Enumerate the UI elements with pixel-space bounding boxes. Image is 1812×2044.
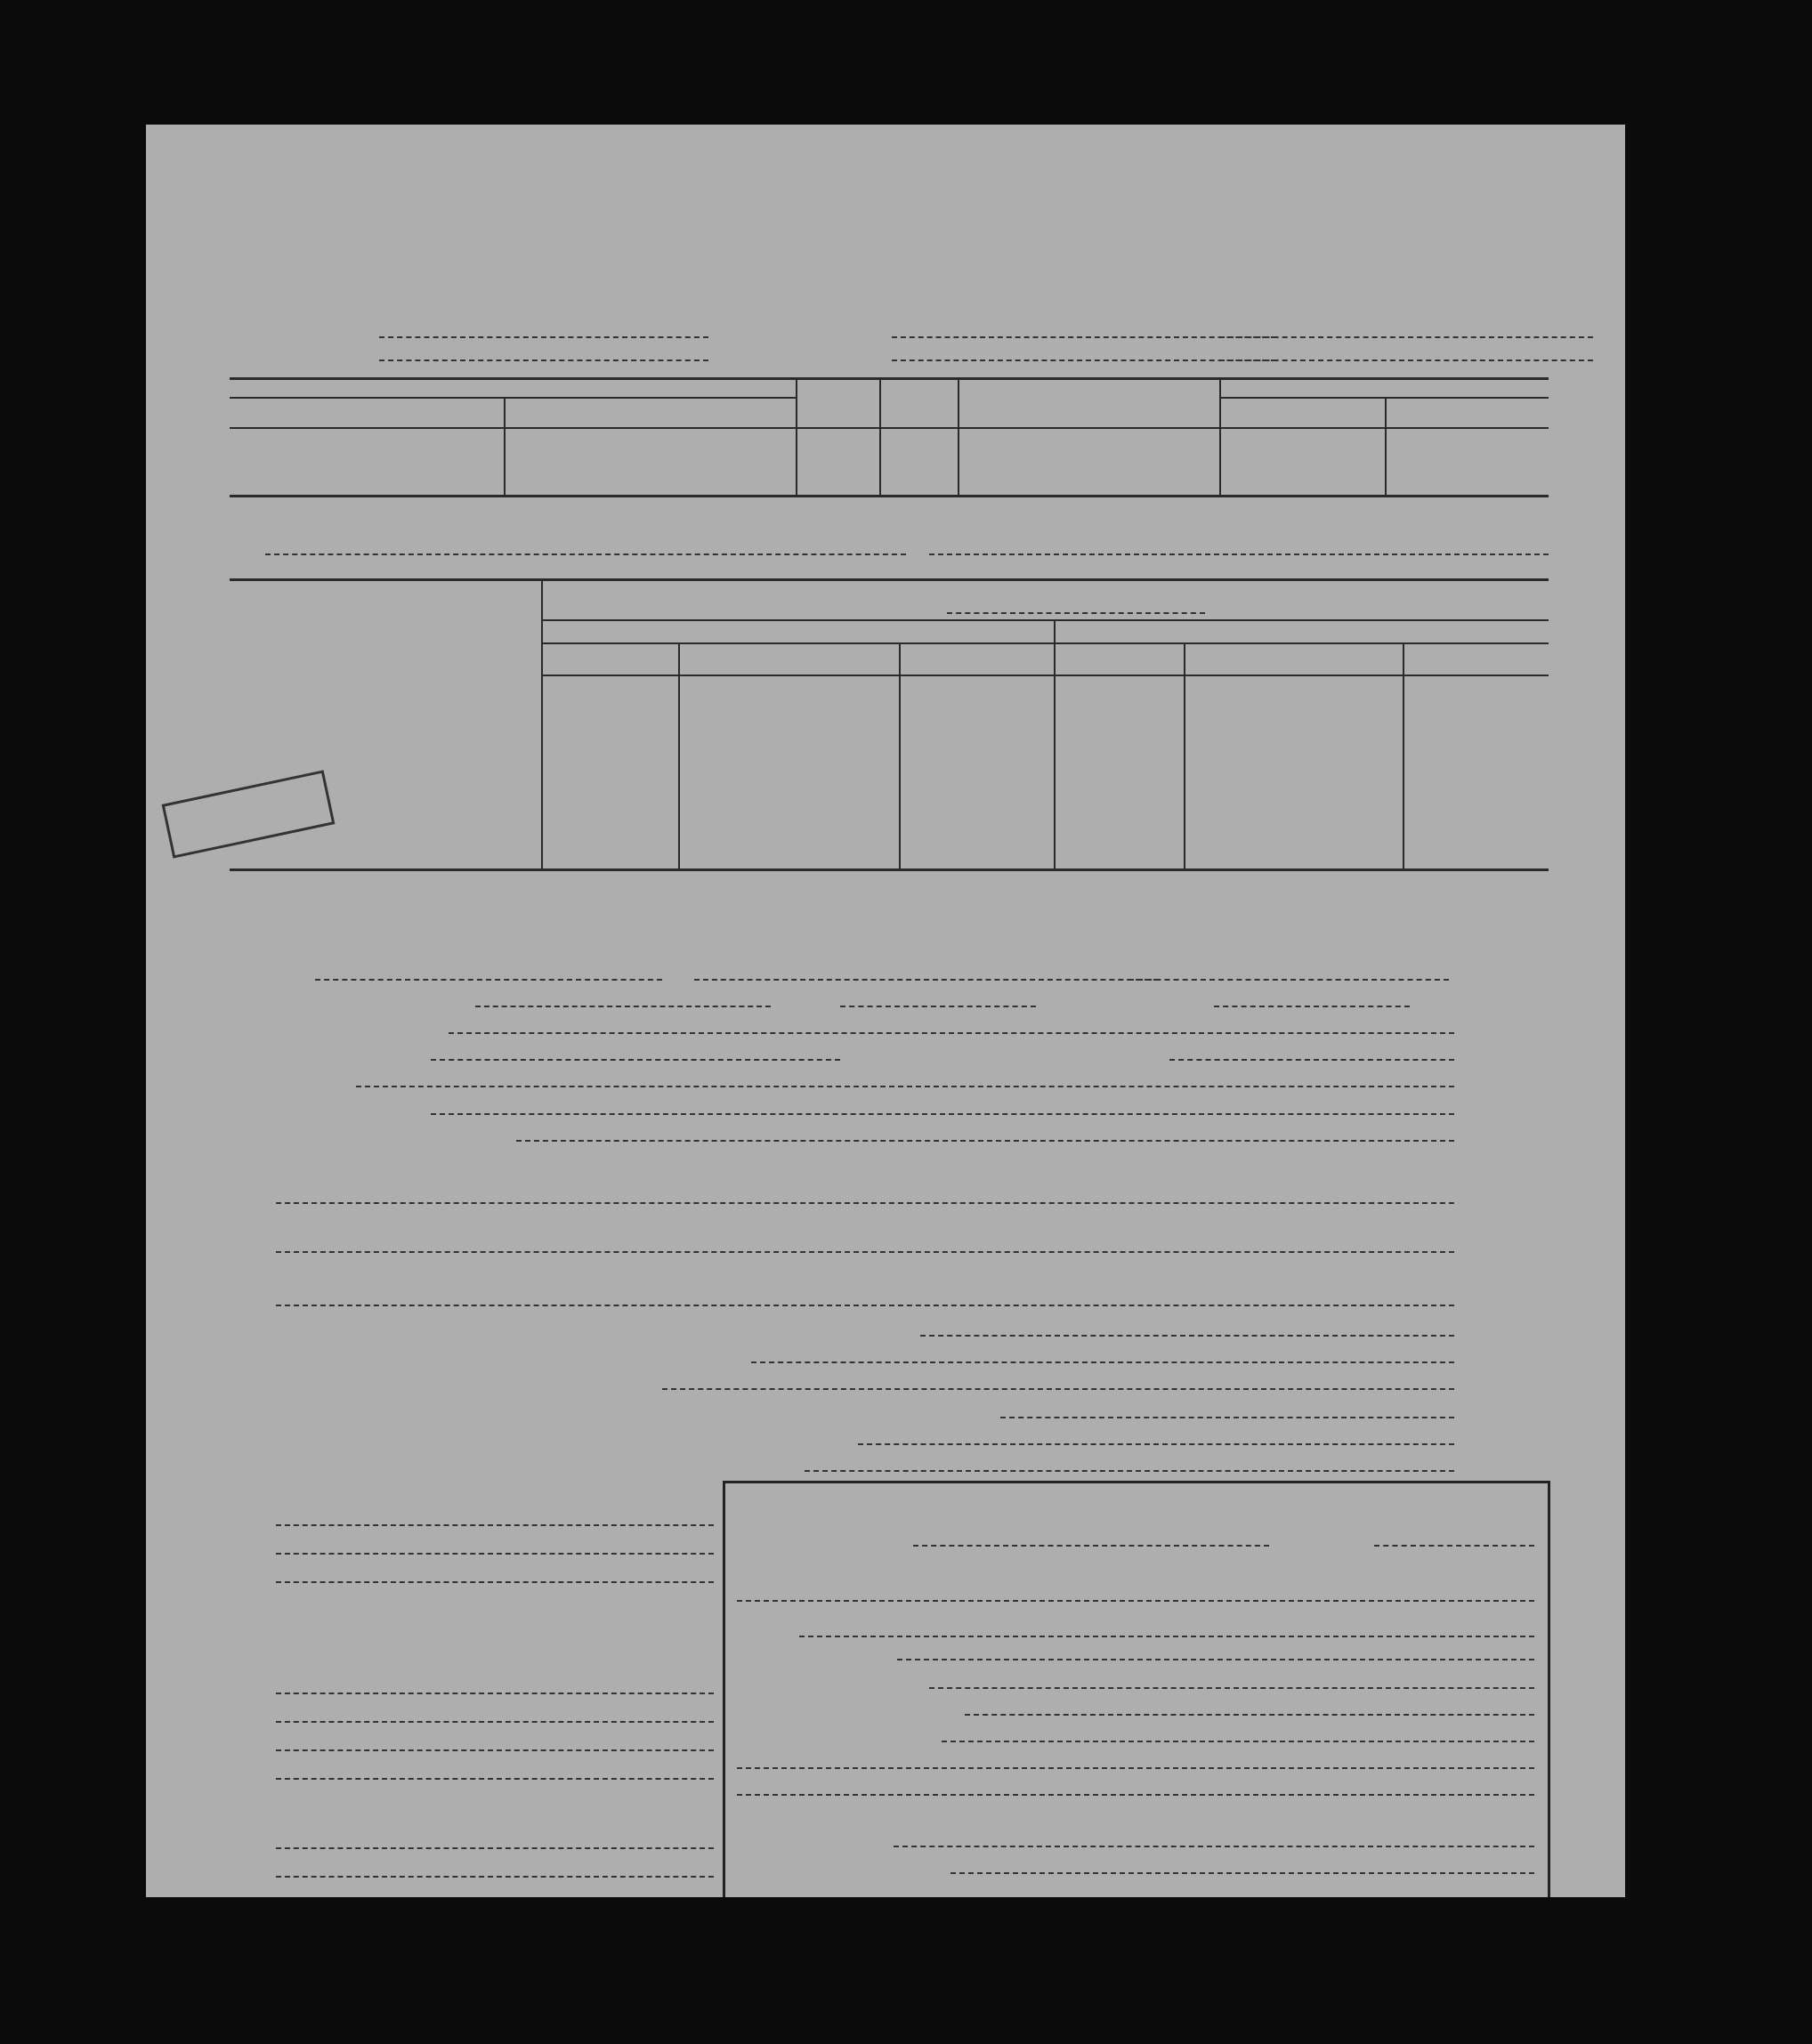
form-sheet [146, 125, 1625, 1897]
officer-box [723, 1481, 1550, 1897]
section-stamp [162, 770, 336, 858]
